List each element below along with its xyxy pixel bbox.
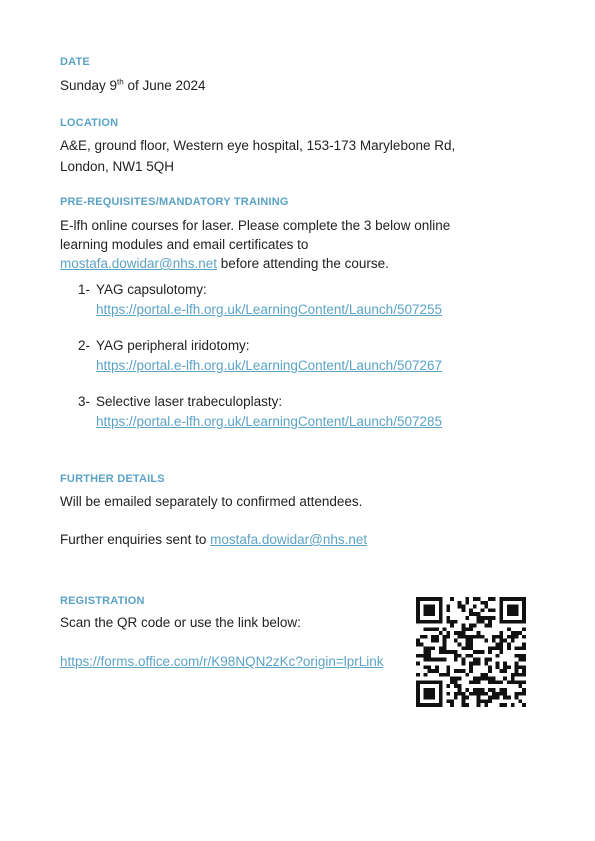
registration-link-row	[60, 652, 384, 672]
further-email-link[interactable]: mostafa.dowidar@nhs.net	[210, 532, 368, 547]
qr-code-icon[interactable]	[416, 597, 526, 707]
date-heading: DATE	[60, 56, 90, 68]
module-link-1[interactable]: https://portal.e-lfh.org.uk/LearningContent/Launch/507255	[96, 302, 442, 317]
further-enquiries-text: Further enquiries sent to mostafa.dowidar@nhs.net	[60, 532, 368, 547]
prereq-line-1: E-lfh online courses for laser. Please complete the 3 below online	[60, 218, 451, 233]
module-link-3[interactable]: https://portal.e-lfh.org.uk/LearningContent/Launch/507285	[96, 414, 442, 429]
module-item-3	[78, 392, 442, 432]
further-details-heading: FURTHER DETAILS	[60, 473, 165, 485]
module-number: 1-	[78, 282, 91, 297]
location-line-2: London, NW1 5QH	[60, 159, 175, 174]
prereq-email-link[interactable]: mostafa.dowidar@nhs.net	[60, 256, 218, 271]
further-details-text: Will be emailed separately to confirmed attendees.	[60, 494, 363, 509]
module-link-2[interactable]: https://portal.e-lfh.org.uk/LearningContent/Launch/507267	[96, 358, 442, 373]
module-title: Selective laser trabeculoplasty:	[96, 394, 283, 409]
module-number: 3-	[78, 394, 91, 409]
location-line-1: A&E, ground floor, Western eye hospital, 153-173 Marylebone Rd,	[60, 138, 456, 153]
date-text: Sunday 9th of June 2024	[60, 77, 206, 93]
prereq-heading: PRE-REQUISITES/MANDATORY TRAINING	[60, 196, 289, 208]
registration-text: Scan the QR code or use the link below:	[60, 615, 301, 630]
prereq-line-3: mostafa.dowidar@nhs.net before attending the course.	[60, 256, 389, 271]
module-title: YAG capsulotomy:	[96, 282, 207, 297]
prereq-line-2: learning modules and email certificates to	[60, 237, 309, 252]
module-item-1	[78, 280, 442, 320]
registration-heading: REGISTRATION	[60, 595, 145, 607]
module-number: 2-	[78, 338, 91, 353]
module-title: YAG peripheral iridotomy:	[96, 338, 250, 353]
location-heading: LOCATION	[60, 117, 119, 129]
registration-form-link[interactable]: https://forms.office.com/r/K98NQN2zKc?origin=lprLink	[60, 654, 384, 669]
module-item-2	[78, 336, 442, 376]
